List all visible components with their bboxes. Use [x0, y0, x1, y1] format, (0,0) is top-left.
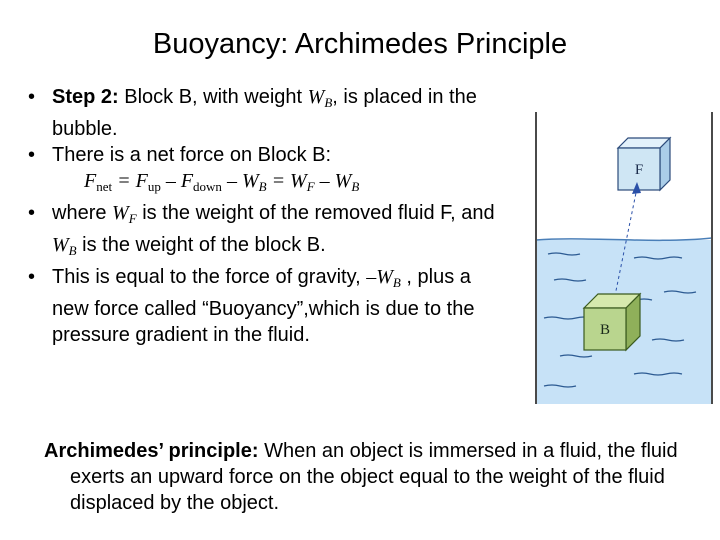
formula-B-sub-2: B — [351, 179, 360, 194]
formula-eq2: = W — [266, 170, 307, 192]
where-text-a: where — [52, 202, 113, 224]
archimedes-principle — [44, 438, 710, 516]
bullet-where — [22, 200, 512, 264]
formula-minus1: – — [160, 170, 181, 192]
buoyancy-figure — [514, 112, 714, 404]
bullet-dot: • — [28, 144, 36, 166]
principle-text: When an object is immersed in a fluid, the fluid exerts an upward force on the object equal to the weight of the fluid displaced by the object. — [70, 440, 678, 514]
water-surface — [536, 238, 712, 240]
formula-F-up: F — [135, 170, 148, 192]
block-f-icon — [618, 138, 670, 190]
formula-minus2: – W — [221, 170, 259, 192]
where-text-c: is the weight of the block B. — [76, 234, 326, 256]
step2-var-sub: B — [324, 95, 333, 110]
buoyancy-illustration — [514, 112, 714, 404]
gravity-text-a: This is equal to the force of gravity, — [52, 266, 367, 288]
slide-title: Buoyancy: Archimedes Principle — [152, 28, 568, 60]
where-WF: W — [112, 202, 129, 224]
formula-B-sub: B — [258, 179, 267, 194]
net-force-formula — [22, 168, 512, 200]
bullet-list — [22, 84, 512, 348]
step2-text-b: , is placed in the bubble. — [52, 86, 477, 140]
formula-F-down: F — [180, 170, 194, 192]
block-f-label: F — [634, 162, 644, 178]
principle-label: Archimedes’ principle: — [44, 440, 259, 462]
bullet-gravity — [22, 264, 512, 348]
gravity-var: –W — [366, 266, 393, 288]
bullet-dot: • — [28, 266, 36, 288]
formula-F-sub: F — [306, 179, 315, 194]
block-b-icon — [584, 294, 640, 350]
formula-up-sub: up — [147, 179, 161, 194]
where-WB: W — [52, 234, 69, 256]
formula-down-sub: down — [193, 179, 222, 194]
block-b-label: B — [599, 322, 611, 338]
step2-var: W — [307, 86, 325, 108]
bullet-step2 — [22, 84, 512, 142]
bullet-netforce — [22, 142, 512, 168]
bullet-dot: • — [28, 202, 36, 224]
gravity-text-b: , plus a new force called “Buoyancy”,which is due to the pressure gradient in the fluid. — [52, 266, 475, 346]
netforce-text: There is a net force on Block B: — [52, 144, 332, 166]
step2-text-a: Block B, with weight — [118, 86, 308, 108]
bullet-dot: • — [28, 86, 36, 108]
where-F-sub: F — [128, 211, 137, 226]
gravity-sub: B — [392, 275, 401, 290]
formula-eq1: = — [112, 170, 136, 192]
step2-label: Step 2: — [52, 86, 119, 108]
formula-net-sub: net — [96, 179, 113, 194]
formula-minus3: – W — [314, 170, 352, 192]
where-B-sub: B — [68, 243, 77, 258]
where-text-b: is the weight of the removed fluid F, and — [136, 202, 495, 224]
formula-F: F — [84, 170, 97, 192]
